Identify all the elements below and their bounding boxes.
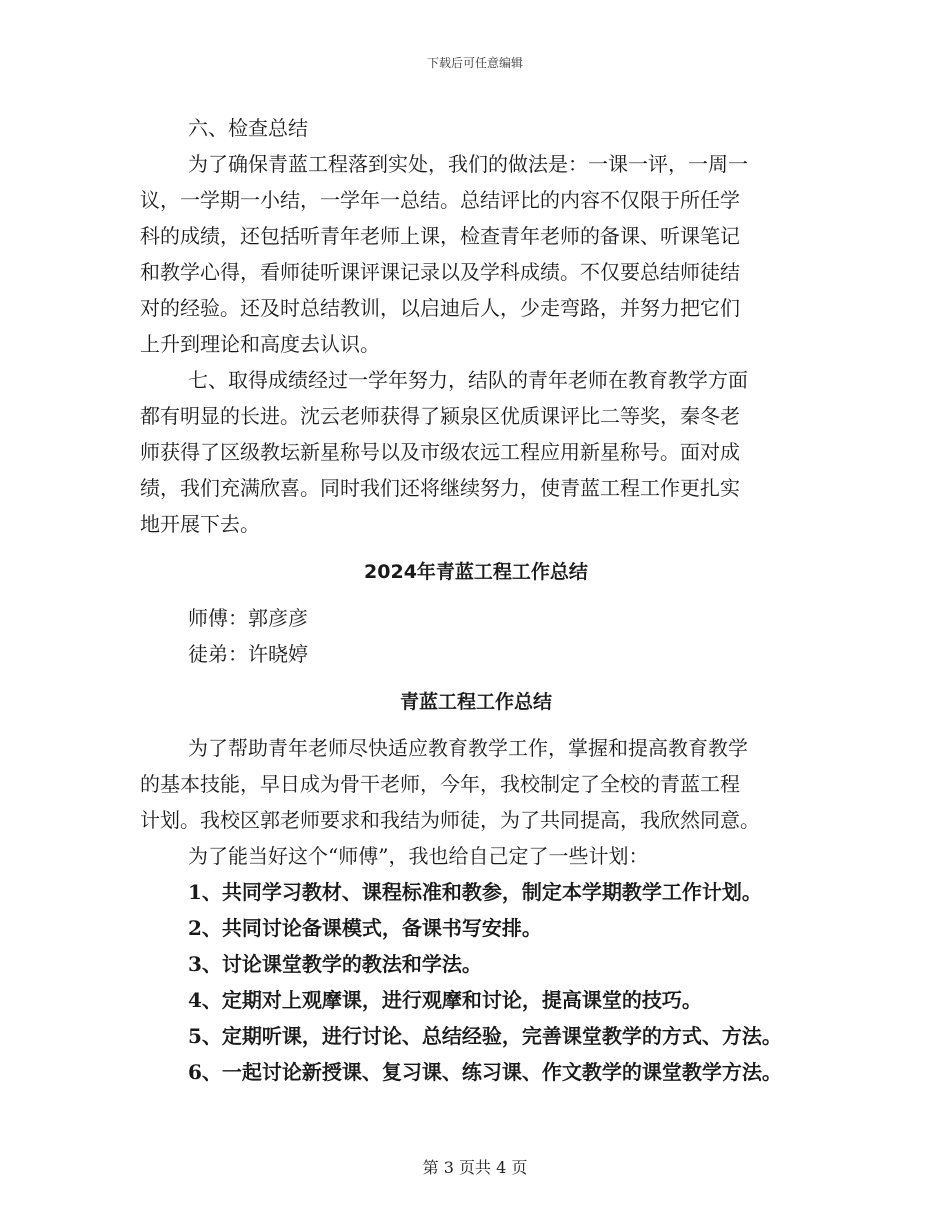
paragraph-line: 上升到理论和高度去认识。 — [140, 332, 380, 356]
paragraph-line: 计划。我校区郭老师要求和我结为师徒，为了共同提高，我欣然同意。 — [140, 808, 760, 832]
plan-item: 1、共同学习教材、课程标准和教参，制定本学期教学工作计划。 — [188, 880, 762, 904]
document-title: 2024年青蓝工程工作总结 — [364, 561, 588, 583]
paragraph-line: 的基本技能，早日成为骨干老师，今年，我校制定了全校的青蓝工程 — [140, 772, 740, 796]
paragraph-line: 师获得了区级教坛新星称号以及市级农远工程应用新星称号。面对成 — [140, 440, 740, 464]
master-line: 师傅：郭彦彦 — [188, 606, 308, 630]
paragraph-line: 为了帮助青年老师尽快适应教育教学工作，掌握和提高教育教学 — [188, 736, 748, 760]
section-title: 青蓝工程工作总结 — [399, 691, 552, 713]
plan-item: 2、共同讨论备课模式，备课书写安排。 — [188, 916, 542, 940]
plan-item: 4、定期对上观摩课，进行观摩和讨论，提高课堂的技巧。 — [188, 988, 702, 1012]
paragraph-line: 都有明显的长进。沈云老师获得了颍泉区优质课评比二等奖，秦冬老 — [140, 404, 740, 428]
paragraph-line: 七、取得成绩经过一学年努力，结队的青年老师在教育教学方面 — [188, 368, 748, 392]
paragraph-line: 地开展下去。 — [140, 512, 260, 536]
document-body — [140, 110, 812, 1090]
paragraph-line: 绩，我们充满欣喜。同时我们还将继续努力，使青蓝工程工作更扎实 — [140, 476, 740, 500]
plan-item: 5、定期听课，进行讨论、总结经验，完善课堂教学的方式、方法。 — [188, 1024, 782, 1048]
plan-intro: 为了能当好这个“师傅”，我也给自己定了一些计划： — [188, 844, 649, 868]
section-heading: 六、检查总结 — [188, 116, 308, 140]
paragraph-line: 为了确保青蓝工程落到实处，我们的做法是：一课一评，一周一 — [188, 152, 748, 176]
plan-item: 3、讨论课堂教学的教法和学法。 — [188, 952, 482, 976]
apprentice-line: 徒弟：许晓婷 — [188, 642, 308, 666]
plan-item: 6、一起讨论新授课、复习课、练习课、作文教学的课堂教学方法。 — [188, 1060, 782, 1084]
paragraph-line: 和教学心得，看师徒听课评课记录以及学科成绩。不仅要总结师徒结 — [140, 260, 740, 284]
page-header: 下载后可任意编辑 — [426, 56, 523, 70]
paragraph-line: 对的经验。还及时总结教训，以启迪后人，少走弯路，并努力把它们 — [140, 296, 740, 320]
page-footer: 第 3 页共 4 页 — [422, 1158, 528, 1177]
paragraph-line: 议，一学期一小结，一学年一总结。总结评比的内容不仅限于所任学 — [140, 188, 740, 212]
paragraph-line: 科的成绩，还包括听青年老师上课，检查青年老师的备课、听课笔记 — [140, 224, 740, 248]
